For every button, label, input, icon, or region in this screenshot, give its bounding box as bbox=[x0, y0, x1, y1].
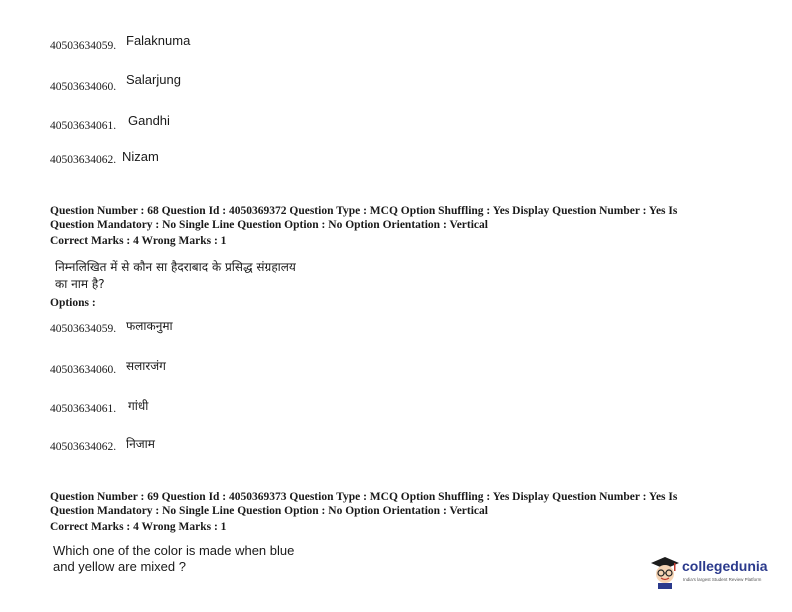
option-id: 40503634061. bbox=[50, 120, 117, 132]
option-text: निजाम bbox=[126, 437, 155, 451]
option-text: Falaknuma bbox=[126, 33, 191, 48]
option-text: फलाकनुमा bbox=[126, 319, 173, 333]
question-text: Which one of the color is made when blue bbox=[53, 543, 295, 558]
option-text: Gandhi bbox=[128, 113, 170, 128]
student-mascot-icon bbox=[650, 555, 680, 589]
collegedunia-logo bbox=[650, 555, 770, 591]
options-label: Options : bbox=[50, 297, 96, 309]
option-id: 40503634062. bbox=[50, 441, 117, 453]
option-id: 40503634062. bbox=[50, 154, 117, 166]
question-meta: Question Mandatory : No Single Line Question Option : No Option Orientation : Vertical bbox=[50, 505, 488, 517]
option-text: गांधी bbox=[128, 399, 149, 413]
option-id: 40503634061. bbox=[50, 403, 117, 415]
question-marks: Correct Marks : 4 Wrong Marks : 1 bbox=[50, 521, 227, 533]
option-id: 40503634060. bbox=[50, 364, 117, 376]
question-text: and yellow are mixed ? bbox=[53, 559, 186, 574]
option-text: सलारजंग bbox=[126, 359, 166, 373]
option-text: Nizam bbox=[122, 149, 159, 164]
logo-brand: collegedunia bbox=[682, 558, 768, 574]
question-meta: Question Number : 68 Question Id : 4050369372 Question Type : MCQ Option Shuffling : Yes Display Question Number : Yes Is bbox=[50, 205, 678, 217]
question-text: निम्नलिखित में से कौन सा हैदराबाद के प्रसिद्ध संग्रहालय bbox=[55, 260, 296, 274]
option-id: 40503634059. bbox=[50, 323, 117, 335]
question-meta: Question Number : 69 Question Id : 4050369373 Question Type : MCQ Option Shuffling : Yes Display Question Number : Yes Is bbox=[50, 491, 678, 503]
question-text: का नाम है? bbox=[55, 277, 105, 291]
option-text: Salarjung bbox=[126, 72, 181, 87]
logo-tagline: India's largest Student Review Platform bbox=[683, 577, 762, 582]
question-meta: Question Mandatory : No Single Line Question Option : No Option Orientation : Vertical bbox=[50, 219, 488, 231]
option-id: 40503634060. bbox=[50, 81, 117, 93]
question-marks: Correct Marks : 4 Wrong Marks : 1 bbox=[50, 235, 227, 247]
option-id: 40503634059. bbox=[50, 40, 117, 52]
